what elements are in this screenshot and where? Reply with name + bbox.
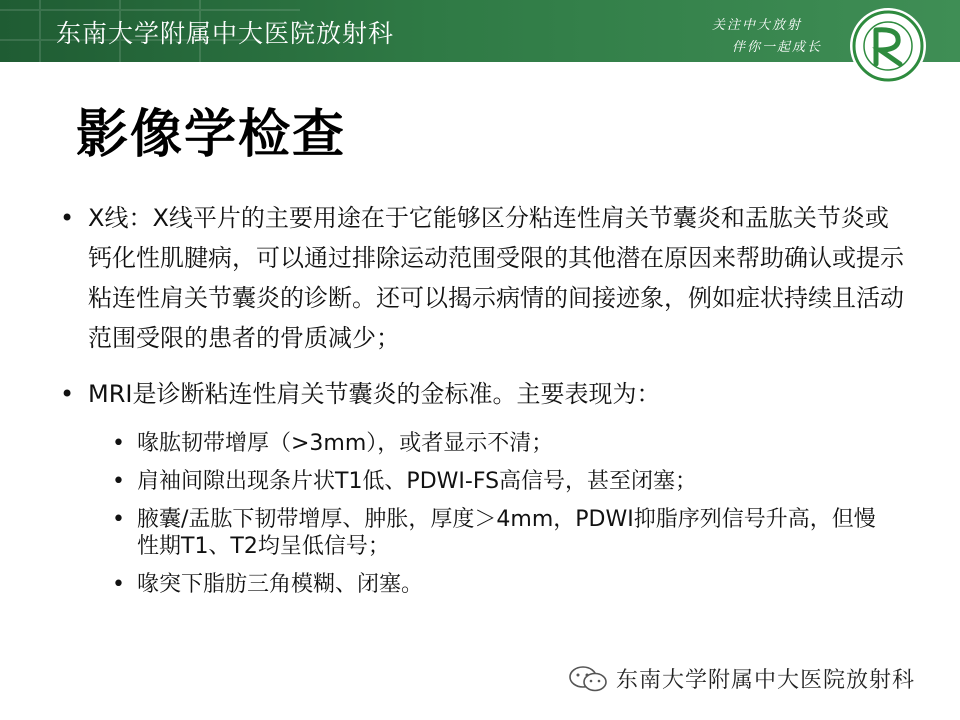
slide-content	[60, 198, 910, 609]
hospital-logo-icon	[848, 6, 928, 86]
slogan-line-2: 伴你一起成长	[732, 40, 823, 55]
slogan-line-1: 关注中大放射	[712, 18, 803, 33]
header-bar	[0, 0, 960, 62]
bullet-item	[60, 198, 910, 358]
sub-bullet-text: 腋囊/盂肱下韧带增厚、肿胀，厚度＞4mm，PDWI抑脂序列信号升高，但慢性期T1、T2均呈低信号；	[137, 507, 876, 559]
sub-bullet-dot: •	[112, 469, 125, 494]
wechat-icon	[568, 665, 610, 693]
sub-bullet-text: 肩袖间隙出现条片状T1低、PDWI-FS高信号，甚至闭塞；	[137, 469, 698, 494]
bullet-dot: •	[60, 204, 75, 232]
sub-bullet-text: 喙肱韧带增厚（>3mm），或者显示不清；	[137, 431, 554, 456]
sub-bullet-dot: •	[112, 507, 125, 532]
slide-title: 影像学检查	[76, 105, 347, 165]
header-title: 东南大学附属中大医院放射科	[56, 19, 395, 48]
sub-bullet-item	[112, 506, 897, 560]
sub-bullet-item	[112, 571, 897, 598]
bullet-text: X线：X线平片的主要用途在于它能够区分粘连性肩关节囊炎和盂肱关节炎或钙化性肌腱病，可以通过排除运动范围受限的其他潜在原因来帮助确认或提示粘连性肩关节囊炎的诊断。还可以揭示病情的间接迹象，例如症状持续且活动范围受限的患者的骨质减少；	[88, 204, 904, 352]
wechat-watermark	[568, 663, 948, 693]
sub-bullet-item	[112, 468, 897, 495]
bullet-item	[60, 374, 910, 414]
bullet-dot: •	[60, 380, 75, 408]
watermark-text: 东南大学附属中大医院放射科	[616, 668, 916, 693]
sub-bullet-dot: •	[112, 431, 125, 456]
sub-bullet-dot: •	[112, 572, 125, 597]
bullet-text: MRI是诊断粘连性肩关节囊炎的金标准。主要表现为：	[88, 380, 661, 408]
sub-bullet-item	[112, 430, 897, 457]
sub-bullet-text: 喙突下脂肪三角模糊、闭塞。	[137, 572, 424, 597]
